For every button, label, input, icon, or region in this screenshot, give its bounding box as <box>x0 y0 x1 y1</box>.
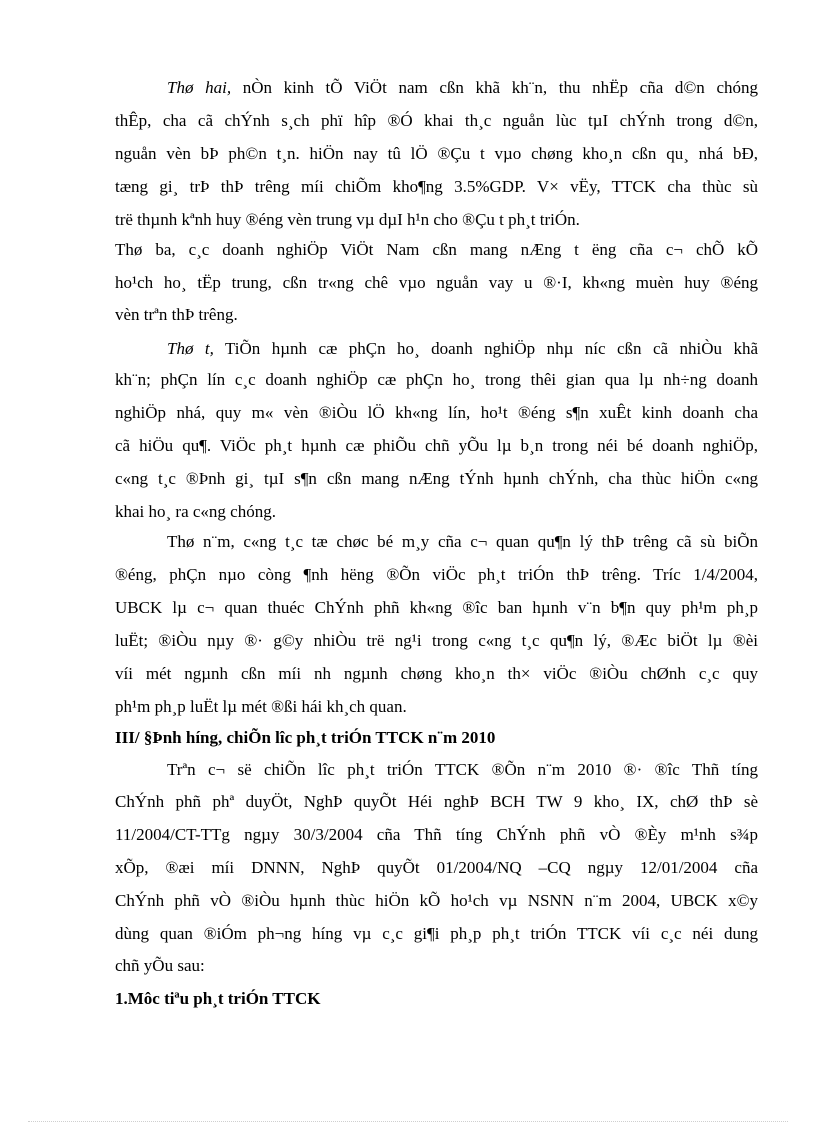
p1-line-1 <box>167 78 758 98</box>
p5-line-6: dùng quan ®iÓm ph¬ng híng vµ c¸c gi¶i ph¸p ph¸t triÓn TTCK víi c¸c néi dung <box>115 924 758 943</box>
p3-text-1: TiÕn hµnh cæ phÇn ho¸ doanh nghiÖp nhµ níc cßn cã nhiÒu khã <box>213 339 758 358</box>
p1-line-2: thÊp, cha cã chÝnh s¸ch phï hîp ®Ó khai th¸c nguån lùc tµI chÝnh trong d©n, <box>115 111 758 130</box>
p2-line-2: ho¹ch ho¸ tËp trung, cßn tr«ng chê vµo nguån vay u ®·I, kh«ng muèn huy ®éng <box>115 273 758 292</box>
p1-lead: Thø hai, <box>167 78 232 97</box>
p3-line-5: c«ng t¸c ®Þnh gi¸ tµI s¶n cßn mang nÆng tÝnh hµnh chÝnh, cha thùc hiÖn c«ng <box>115 469 758 488</box>
p4-line-4: luËt; ®iÒu nµy ®· g©y nhiÒu trë ng¹i trong c«ng t¸c qu¶n lý, ®Æc biÖt lµ ®èi <box>115 631 758 650</box>
p4-line-2: ®éng, phÇn nµo còng ¶nh hëng ®Õn viÖc ph¸t triÓn thÞ trêng. Tríc 1/4/2004, <box>115 565 758 584</box>
p5-line-2: ChÝnh phñ phª duyÖt, NghÞ quyÕt Héi nghÞ BCH TW 9 kho¸ IX, chØ thÞ sè <box>115 792 758 811</box>
subsection-heading-1: 1.Môc tiªu ph¸t triÓn TTCK <box>115 989 321 1008</box>
p3-line-1 <box>167 339 758 359</box>
p5-line-7: chñ yÕu sau: <box>115 956 205 975</box>
p3-line-6: khai ho¸ ra c«ng chóng. <box>115 502 276 521</box>
p4-line-6: ph¹m ph¸p luËt lµ mét ®ßi hái kh¸ch quan. <box>115 697 407 716</box>
p3-line-4: cã hiÖu qu¶. ViÖc ph¸t hµnh cæ phiÕu chñ yÕu lµ b¸n trong néi bé doanh nghiÖp, <box>115 436 758 455</box>
p5-line-4: xÕp, ®æi míi DNNN, NghÞ quyÕt 01/2004/NQ –CQ ngµy 12/01/2004 cña <box>115 858 758 877</box>
p4-line-1: Thø n¨m, c«ng t¸c tæ chøc bé m¸y cña c¬ quan qu¶n lý thÞ trêng cã sù biÕn <box>167 532 758 551</box>
p3-line-2: kh¨n; phÇn lín c¸c doanh nghiÖp cæ phÇn ho¸ trong thêi gian qua lµ nh÷ng doanh <box>115 370 758 389</box>
p1-line-4: tæng gi¸ trÞ thÞ trêng míi chiÕm kho¶ng 3.5%GDP. V× vËy, TTCK cha thùc sù <box>115 177 758 196</box>
p1-line-5: trë thµnh kªnh huy ®éng vèn trung vµ dµI h¹n cho ®Çu t ph¸t triÓn. <box>115 210 580 229</box>
p5-line-5: ChÝnh phñ vÒ ®iÒu hµnh thùc hiÖn kÕ ho¹ch vµ NSNN n¨m 2004, UBCK x©y <box>115 891 758 910</box>
p3-lead: Thø t, <box>167 339 214 358</box>
p2-line-1: Thø ba, c¸c doanh nghiÖp ViÖt Nam cßn mang nÆng t ëng cña c¬ chÕ kÕ <box>115 240 758 259</box>
p3-line-3: nghiÖp nhá, quy m« vèn ®iÒu lÖ kh«ng lín, ho¹t ®éng s¶n xuÊt kinh doanh cha <box>115 403 758 422</box>
page-bottom-rule <box>28 1121 788 1122</box>
p4-line-3: UBCK lµ c¬ quan thuéc ChÝnh phñ kh«ng ®îc ban hµnh v¨n b¶n quy ph¹m ph¸p <box>115 598 758 617</box>
p1-line-3: nguån vèn bÞ ph©n t¸n. hiÖn nay tû lÖ ®Çu t vµo chøng kho¸n cßn qu¸ nhá bÐ, <box>115 144 758 163</box>
p1-text-1: nÒn kinh tÕ ViÖt nam cßn khã kh¨n, thu nhËp cña d©n chóng <box>231 78 758 97</box>
section-heading-iii: III/ §Þnh híng, chiÕn lîc ph¸t triÓn TTCK n¨m 2010 <box>115 728 496 747</box>
p4-line-5: víi mét ngµnh cßn míi nh ngµnh chøng kho¸n th× viÖc ®iÒu chØnh c¸c quy <box>115 664 758 683</box>
p5-line-1: Trªn c¬ së chiÕn lîc ph¸t triÓn TTCK ®Õn n¨m 2010 ®· ®îc Thñ tíng <box>167 760 758 779</box>
p5-line-3: 11/2004/CT-TTg ngµy 30/3/2004 cña Thñ tíng ChÝnh phñ vÒ ®Èy m¹nh s¾p <box>115 825 758 844</box>
p2-line-3: vèn trªn thÞ trêng. <box>115 305 238 324</box>
